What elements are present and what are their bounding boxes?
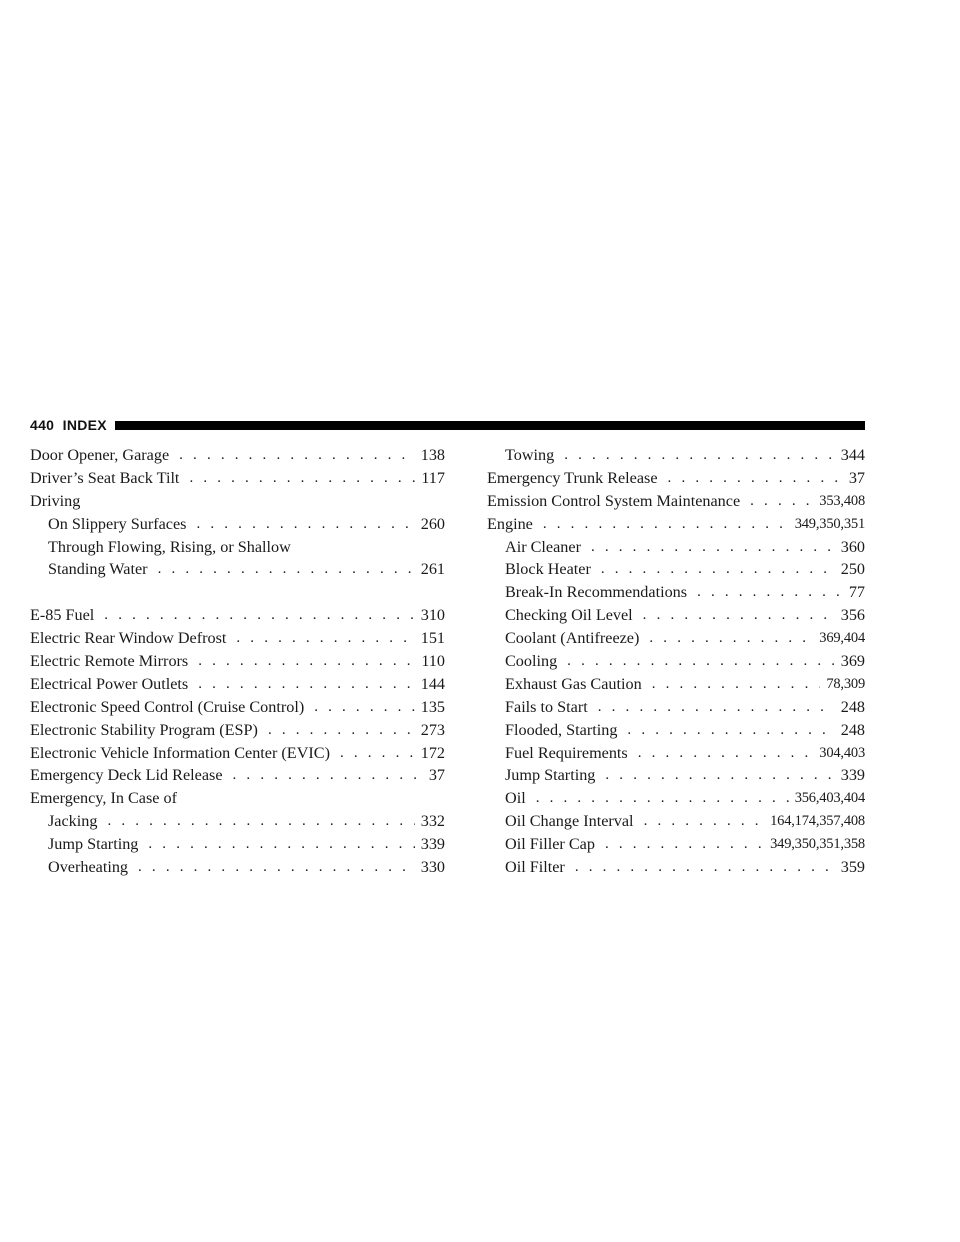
entry-title: Air Cleaner — [505, 537, 581, 556]
index-sub-entry — [30, 810, 445, 833]
entry-title: Electric Rear Window Defrost — [30, 629, 227, 648]
entry-page-number: 78,309 — [826, 675, 865, 692]
dot-leader — [643, 604, 835, 627]
dot-leader — [233, 764, 423, 787]
index-sub-entry — [487, 742, 865, 765]
dot-leader — [638, 742, 814, 765]
entry-page-number: 310 — [420, 606, 445, 625]
entry-page-number: 356,403,404 — [794, 790, 865, 807]
index-sub-entry — [30, 856, 445, 879]
index-spacer — [30, 581, 445, 604]
dot-leader — [196, 513, 414, 536]
dot-leader — [652, 673, 821, 696]
entry-page-number: 339 — [420, 835, 445, 854]
entry-page-number: 339 — [840, 766, 865, 785]
entry-page-number: 360 — [840, 537, 865, 556]
dot-leader — [536, 787, 789, 810]
dot-leader — [189, 467, 415, 490]
entry-title: Driver’s Seat Back Tilt — [30, 468, 180, 487]
entry-title: Standing Water — [48, 560, 148, 579]
dot-leader — [605, 833, 764, 856]
dot-leader — [198, 650, 415, 673]
entry-title: Fuel Requirements — [505, 743, 628, 762]
dot-leader — [627, 719, 834, 742]
index-sub-entry — [487, 833, 865, 856]
entry-title: E-85 Fuel — [30, 606, 95, 625]
dot-leader — [649, 627, 813, 650]
entry-page-number: 248 — [840, 697, 865, 716]
dot-leader — [605, 764, 834, 787]
index-sub-entry — [487, 650, 865, 673]
entry-page-number: 138 — [420, 445, 445, 464]
dot-leader — [104, 604, 414, 627]
index-entry — [30, 742, 445, 765]
entry-page-number: 304,403 — [819, 744, 865, 761]
entry-title: Emission Control System Maintenance — [487, 491, 741, 510]
entry-title: Emergency Deck Lid Release — [30, 766, 223, 785]
entry-page-number: 273 — [420, 720, 445, 739]
dot-leader — [668, 467, 843, 490]
entry-page-number: 135 — [420, 697, 445, 716]
entry-title: Flooded, Starting — [505, 720, 618, 739]
entry-page-number: 261 — [420, 560, 445, 579]
index-sub-entry — [487, 673, 865, 696]
index-sub-entry — [487, 696, 865, 719]
entry-title: Emergency Trunk Release — [487, 468, 658, 487]
index-sub-entry — [487, 764, 865, 787]
index-sub-entry — [30, 833, 445, 856]
dot-leader — [268, 719, 415, 742]
header-rule — [115, 421, 865, 430]
entry-title: Coolant (Antifreeze) — [505, 629, 640, 648]
index-sub-entry — [487, 604, 865, 627]
entry-page-number: 117 — [421, 468, 445, 487]
dot-leader — [601, 558, 835, 581]
entry-page-number: 344 — [840, 445, 865, 464]
dot-leader — [644, 810, 765, 833]
entry-page-number: 37 — [428, 766, 445, 785]
index-entry — [487, 490, 865, 513]
entry-title: Fails to Start — [505, 697, 588, 716]
entry-title: Overheating — [48, 858, 129, 877]
index-entry — [30, 467, 445, 490]
dot-leader — [697, 581, 843, 604]
entry-page-number: 250 — [840, 560, 865, 579]
entry-page-number: 359 — [840, 858, 865, 877]
entry-page-number: 330 — [420, 858, 445, 877]
dot-leader — [564, 444, 834, 467]
dot-leader — [314, 696, 414, 719]
page-number: 440 — [30, 417, 55, 433]
index-entry — [30, 719, 445, 742]
dot-leader — [158, 558, 415, 581]
entry-page-number: 37 — [848, 468, 865, 487]
index-entry — [30, 764, 445, 787]
entry-title: Break-In Recommendations — [505, 583, 688, 602]
entry-title: Oil Filler Cap — [505, 835, 595, 854]
entry-title: Oil Filter — [505, 858, 565, 877]
entry-title: Oil Change Interval — [505, 812, 634, 831]
entry-title: Checking Oil Level — [505, 606, 633, 625]
index-sub-entry — [487, 581, 865, 604]
dot-leader — [598, 696, 835, 719]
index-heading: Through Flowing, Rising, or Shallow — [48, 537, 291, 556]
entry-page-number: 164,174,357,408 — [770, 813, 865, 830]
index-column-left — [30, 444, 445, 879]
index-sub-entry — [487, 558, 865, 581]
entry-title: Jump Starting — [505, 766, 596, 785]
dot-leader — [198, 673, 414, 696]
entry-page-number: 77 — [848, 583, 865, 602]
index-entry — [30, 444, 445, 467]
index-entry — [487, 513, 865, 536]
entry-title: Jacking — [48, 812, 98, 831]
entry-page-number: 353,408 — [819, 492, 865, 509]
dot-leader — [236, 627, 414, 650]
entry-title: Exhaust Gas Caution — [505, 674, 642, 693]
index-entry — [30, 696, 445, 719]
page-header — [30, 414, 865, 436]
index-sub-entry — [487, 719, 865, 742]
index-column-right — [487, 444, 865, 879]
entry-page-number: 144 — [420, 674, 445, 693]
index-sub-entry — [487, 810, 865, 833]
entry-title: Cooling — [505, 652, 558, 670]
dot-leader — [138, 856, 415, 879]
entry-page-number: 172 — [420, 743, 445, 762]
entry-page-number: 151 — [420, 629, 445, 648]
index-sub-entry — [30, 558, 445, 581]
entry-page-number: 369 — [840, 652, 865, 670]
index-sub-entry — [487, 444, 865, 467]
dot-leader — [179, 444, 415, 467]
dot-leader — [543, 513, 789, 536]
entry-title: Engine — [487, 514, 533, 533]
entry-title: Electronic Speed Control (Cruise Control) — [30, 697, 305, 716]
entry-page-number: 332 — [420, 812, 445, 831]
index-heading: Driving — [30, 491, 81, 510]
dot-leader — [340, 742, 415, 765]
dot-leader — [591, 536, 835, 559]
entry-title: Electronic Vehicle Information Center (EVIC) — [30, 743, 330, 762]
entry-title: Towing — [505, 445, 555, 464]
entry-page-number: 110 — [421, 652, 445, 670]
dot-leader — [575, 856, 835, 879]
entry-page-number: 349,350,351 — [794, 515, 865, 532]
page-header-label — [30, 417, 107, 433]
index-entry — [30, 650, 445, 673]
entry-title: Oil — [505, 789, 526, 808]
entry-title: On Slippery Surfaces — [48, 514, 187, 533]
dot-leader — [567, 650, 835, 673]
index-heading: Emergency, In Case of — [30, 789, 177, 808]
index-sub-entry — [30, 513, 445, 536]
index-sub-entry — [487, 627, 865, 650]
index-sub-entry — [487, 536, 865, 559]
entry-page-number: 260 — [420, 514, 445, 533]
index-entry — [30, 604, 445, 627]
index-entry — [487, 467, 865, 490]
entry-title: Jump Starting — [48, 835, 139, 854]
entry-title: Electrical Power Outlets — [30, 674, 189, 693]
entry-title: Block Heater — [505, 560, 591, 579]
dot-leader — [148, 833, 414, 856]
entry-title: Electric Remote Mirrors — [30, 652, 189, 670]
entry-title: Electronic Stability Program (ESP) — [30, 720, 258, 739]
index-sub-entry — [487, 856, 865, 879]
index-entry — [30, 627, 445, 650]
dot-leader — [107, 810, 414, 833]
dot-leader — [750, 490, 813, 513]
index-sub-entry — [487, 787, 865, 810]
entry-page-number: 369,404 — [819, 630, 865, 647]
entry-page-number: 248 — [840, 720, 865, 739]
entry-page-number: 356 — [840, 606, 865, 625]
index-entry — [30, 673, 445, 696]
section-title: INDEX — [62, 417, 107, 433]
entry-title: Door Opener, Garage — [30, 445, 170, 464]
entry-page-number: 349,350,351,358 — [770, 836, 865, 853]
